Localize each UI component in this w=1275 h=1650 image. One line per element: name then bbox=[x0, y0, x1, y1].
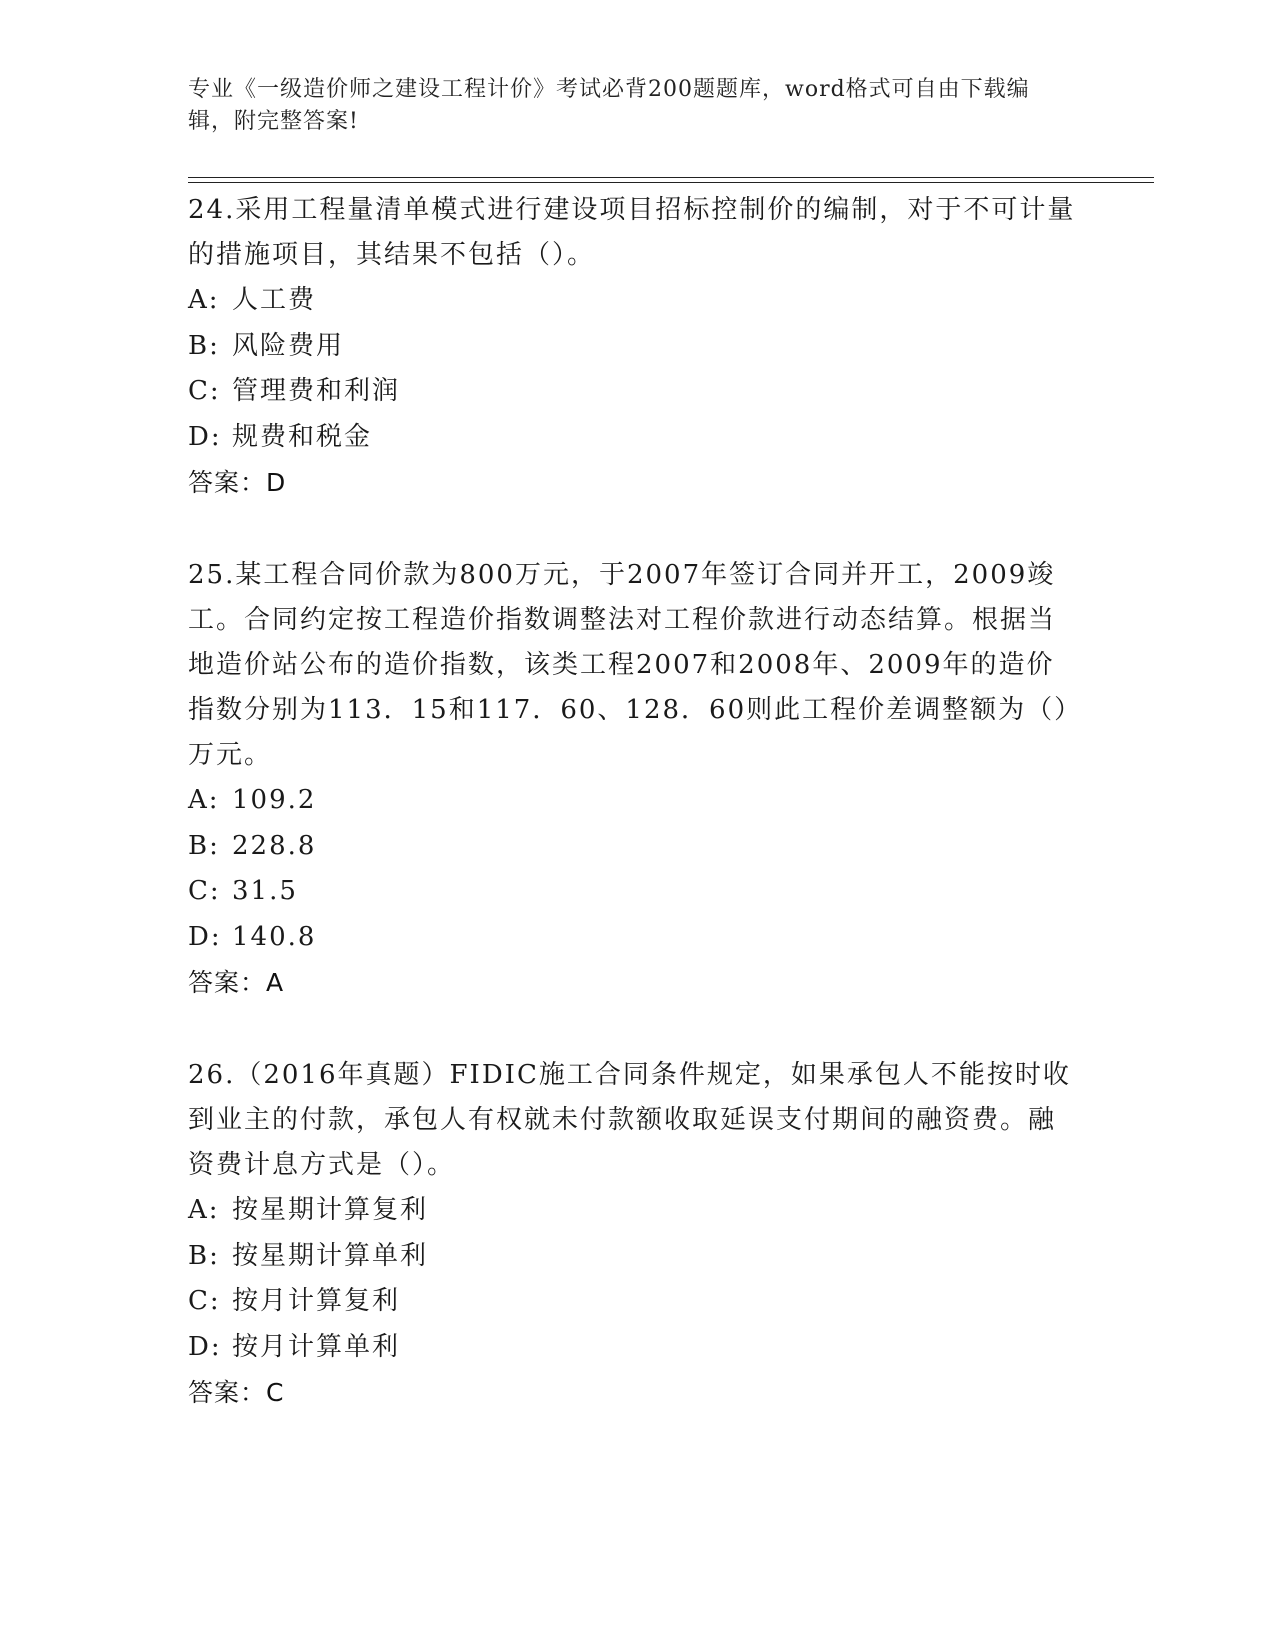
option-d bbox=[188, 415, 1078, 461]
option-key: B: bbox=[188, 1240, 220, 1271]
question-24 bbox=[188, 188, 1078, 505]
option-text: 31.5 bbox=[232, 876, 298, 906]
option-key: C: bbox=[188, 376, 221, 406]
option-text: 按星期计算单利 bbox=[232, 1240, 429, 1271]
option-c bbox=[188, 369, 1078, 415]
question-stem: 24.采用工程量清单模式进行建设项目招标控制价的编制，对于不可计量的措施项目，其结果不包括（）。 bbox=[188, 195, 1076, 270]
option-key: A: bbox=[188, 285, 220, 315]
option-c bbox=[188, 869, 1078, 915]
document-header: 专业《一级造价师之建设工程计价》考试必背200题题库，word格式可自由下载编辑，附完整答案! bbox=[188, 77, 1030, 134]
answer-line: 答案：A bbox=[188, 968, 285, 997]
answer-line: 答案：D bbox=[188, 468, 287, 497]
option-text: 109.2 bbox=[232, 785, 317, 815]
question-stem: 25.某工程合同价款为800万元，于2007年签订合同并开工，2009竣工。合同约定按工程造价指数调整法对工程价款进行动态结算。根据当地造价站公布的造价指数，该类工程2007和2008年、2009年的造价指数分别为113．15和117．60、128．60则此工程价差调整额为（）万元。 bbox=[188, 560, 1070, 770]
option-text: 140.8 bbox=[232, 921, 317, 952]
option-a bbox=[188, 1188, 1078, 1234]
option-text: 风险费用 bbox=[232, 330, 345, 361]
option-b bbox=[188, 324, 1078, 370]
option-b bbox=[188, 824, 1078, 870]
option-a bbox=[188, 778, 1078, 824]
option-d bbox=[188, 915, 1078, 961]
option-key: B: bbox=[188, 330, 220, 361]
option-key: D: bbox=[188, 1331, 222, 1362]
option-text: 按月计算复利 bbox=[232, 1286, 401, 1316]
option-text: 按星期计算复利 bbox=[232, 1195, 429, 1225]
option-key: D: bbox=[188, 921, 222, 952]
option-text: 管理费和利润 bbox=[232, 376, 401, 406]
option-key: A: bbox=[188, 1195, 220, 1225]
option-key: B: bbox=[188, 830, 220, 861]
option-key: C: bbox=[188, 876, 221, 906]
option-a bbox=[188, 278, 1078, 324]
question-25 bbox=[188, 553, 1078, 1005]
option-key: C: bbox=[188, 1286, 221, 1316]
header-divider-top bbox=[188, 177, 1154, 178]
option-c bbox=[188, 1279, 1078, 1325]
option-key: A: bbox=[188, 785, 220, 815]
option-key: D: bbox=[188, 421, 222, 452]
option-text: 228.8 bbox=[232, 830, 317, 861]
option-d bbox=[188, 1325, 1078, 1371]
answer-line: 答案：C bbox=[188, 1378, 285, 1407]
option-b bbox=[188, 1234, 1078, 1280]
header-divider-bottom bbox=[188, 182, 1154, 183]
option-text: 人工费 bbox=[232, 285, 317, 315]
question-26 bbox=[188, 1053, 1078, 1415]
option-text: 按月计算单利 bbox=[232, 1331, 401, 1362]
question-stem: 26.（2016年真题）FIDIC施工合同条件规定，如果承包人不能按时收到业主的付款，承包人有权就未付款额收取延误支付期间的融资费。融资费计息方式是（）。 bbox=[188, 1060, 1071, 1180]
option-text: 规费和税金 bbox=[232, 421, 373, 452]
